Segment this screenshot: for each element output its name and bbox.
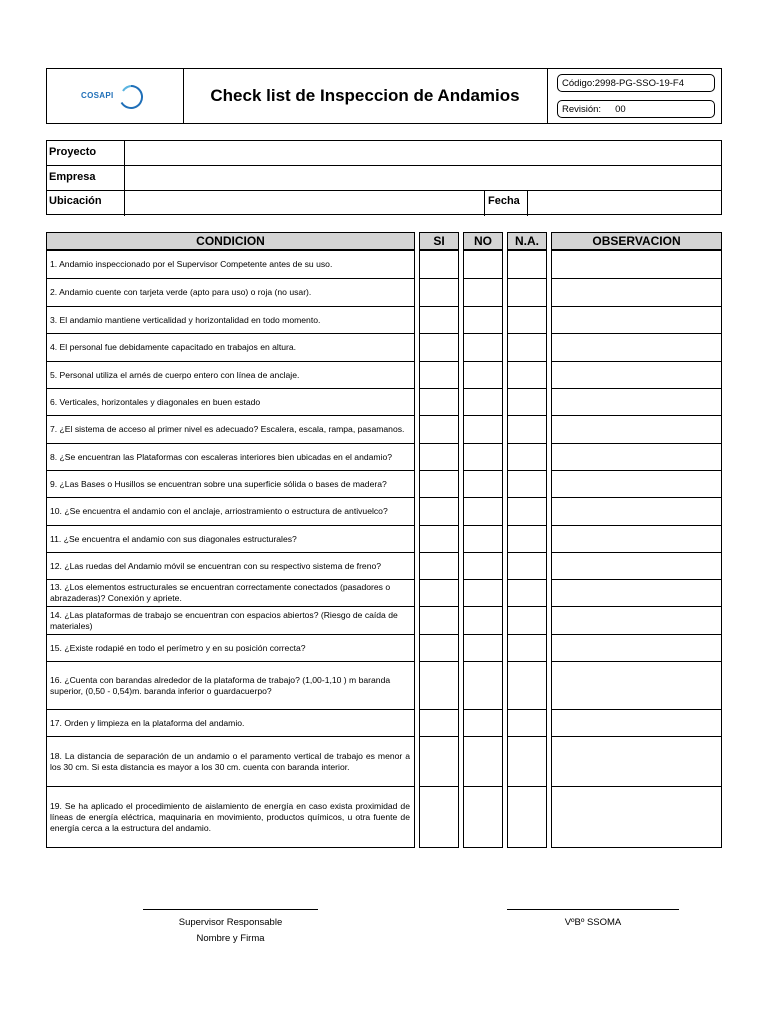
proyecto-label: Proyecto xyxy=(49,146,97,158)
revision-value: 00 xyxy=(615,103,626,115)
checklist-item xyxy=(50,635,410,661)
na-column xyxy=(507,250,547,848)
observacion-cell[interactable] xyxy=(552,553,721,579)
checklist-item xyxy=(50,251,410,278)
checklist-item-text: 10. ¿Se encuentra el andamio con el anclaje, arriostramiento o estructura de antivuelco? xyxy=(50,506,388,516)
checklist-item-text: 2. Andamio cuente con tarjeta verde (apto para uso) o roja (no usar). xyxy=(50,287,312,297)
checklist-item xyxy=(50,362,410,388)
fecha-field[interactable] xyxy=(529,192,721,214)
supervisor-label: Supervisor Responsable xyxy=(178,917,283,928)
na-cell[interactable] xyxy=(508,251,546,278)
no-cell[interactable] xyxy=(464,526,502,552)
na-cell[interactable] xyxy=(508,334,546,361)
checklist-item xyxy=(50,498,410,525)
no-cell[interactable] xyxy=(464,498,502,525)
na-cell[interactable] xyxy=(508,416,546,443)
observacion-cell[interactable] xyxy=(552,279,721,306)
observacion-cell[interactable] xyxy=(552,389,721,415)
na-cell[interactable] xyxy=(508,737,546,786)
si-cell[interactable] xyxy=(420,580,458,606)
observacion-column xyxy=(551,250,722,848)
checklist-item xyxy=(50,334,410,361)
no-cell[interactable] xyxy=(464,307,502,333)
observacion-cell[interactable] xyxy=(552,737,721,786)
checklist-item xyxy=(50,307,410,333)
si-cell[interactable] xyxy=(420,553,458,579)
si-cell[interactable] xyxy=(420,787,458,848)
na-cell[interactable] xyxy=(508,471,546,497)
observacion-header: OBSERVACION xyxy=(551,232,722,250)
checklist-item-text: 4. El personal fue debidamente capacitado en trabajos en altura. xyxy=(50,342,297,352)
na-cell[interactable] xyxy=(508,307,546,333)
no-cell[interactable] xyxy=(464,471,502,497)
observacion-cell[interactable] xyxy=(552,416,721,443)
checklist-item xyxy=(50,710,410,736)
no-header: NO xyxy=(463,232,503,250)
no-cell[interactable] xyxy=(464,787,502,848)
checklist-item-text: 15. ¿Existe rodapié en todo el perímetro y en su posición correcta? xyxy=(50,642,306,653)
page-title: Check list de Inspeccion de Andamios xyxy=(183,69,548,123)
observacion-cell[interactable] xyxy=(552,580,721,606)
na-cell[interactable] xyxy=(508,498,546,525)
observacion-cell[interactable] xyxy=(552,607,721,634)
checklist-item-text: 3. El andamio mantiene verticalidad y horizontalidad en todo momento. xyxy=(50,314,321,325)
na-cell[interactable] xyxy=(508,389,546,415)
checklist-item-text: 14. ¿Las plataformas de trabajo se encuentran con espacios abiertos? (Riesgo de caída de materiales) xyxy=(50,609,398,631)
no-cell[interactable] xyxy=(464,334,502,361)
checklist-item-text: 19. Se ha aplicado el procedimiento de aislamiento de energía en caso exista proximidad de líneas de energía eléctrica, maquinaria en movimiento, productos químicos, u otra fuente de energía cerca a la estructura del andamio. xyxy=(50,801,410,833)
project-info-table xyxy=(46,140,722,215)
logo-cell xyxy=(47,69,184,123)
no-cell[interactable] xyxy=(464,553,502,579)
observacion-cell[interactable] xyxy=(552,307,721,333)
si-cell[interactable] xyxy=(420,607,458,634)
observacion-cell[interactable] xyxy=(552,662,721,709)
si-cell[interactable] xyxy=(420,471,458,497)
condicion-column xyxy=(46,250,415,848)
observacion-cell[interactable] xyxy=(552,498,721,525)
no-cell[interactable] xyxy=(464,635,502,661)
si-cell[interactable] xyxy=(420,389,458,415)
ssoma-signature-line xyxy=(507,909,679,910)
observacion-cell[interactable] xyxy=(552,787,721,848)
no-cell[interactable] xyxy=(464,580,502,606)
checklist-item-text: 1. Andamio inspeccionado por el Supervisor Competente antes de su uso. xyxy=(50,259,333,269)
na-cell[interactable] xyxy=(508,279,546,306)
si-cell[interactable] xyxy=(420,526,458,552)
si-cell[interactable] xyxy=(420,737,458,786)
checklist-item-text: 18. La distancia de separación de un andamio o el paramento vertical de trabajo es menor a los 30 cm. Si esta distancia es mayor a los 30 cm. cuenta con baranda interior. xyxy=(50,750,410,772)
checklist-item xyxy=(50,787,410,848)
observacion-cell[interactable] xyxy=(552,334,721,361)
observacion-cell[interactable] xyxy=(552,251,721,278)
observacion-cell[interactable] xyxy=(552,362,721,388)
na-cell[interactable] xyxy=(508,580,546,606)
cosapi-logo-ring-icon xyxy=(117,83,145,111)
no-cell[interactable] xyxy=(464,444,502,470)
na-cell[interactable] xyxy=(508,362,546,388)
no-cell[interactable] xyxy=(464,251,502,278)
no-cell[interactable] xyxy=(464,662,502,709)
si-cell[interactable] xyxy=(420,662,458,709)
na-cell[interactable] xyxy=(508,710,546,736)
na-cell[interactable] xyxy=(508,444,546,470)
na-cell[interactable] xyxy=(508,787,546,848)
no-cell[interactable] xyxy=(464,279,502,306)
observacion-cell[interactable] xyxy=(552,635,721,661)
si-cell[interactable] xyxy=(420,498,458,525)
na-cell[interactable] xyxy=(508,526,546,552)
checklist-item-text: 16. ¿Cuenta con barandas alrededor de la plataforma de trabajo? (1,00-1,10 ) m baranda superior, (0,50 - 0,54)m. baranda inferior o guardacuerpo? xyxy=(50,674,391,696)
ubicacion-field[interactable] xyxy=(126,192,482,214)
checklist-item-text: 6. Verticales, horizontales y diagonales en buen estado xyxy=(50,396,261,407)
checklist-item xyxy=(50,471,410,497)
checklist-item-text: 7. ¿El sistema de acceso al primer nivel es adecuado? Escalera, escala, rampa, pasamanos. xyxy=(50,424,405,434)
checklist-item xyxy=(50,662,410,709)
checklist-item xyxy=(50,444,410,470)
condicion-header: CONDICION xyxy=(46,232,415,250)
si-cell[interactable] xyxy=(420,279,458,306)
observacion-cell[interactable] xyxy=(552,444,721,470)
checklist-item-text: 8. ¿Se encuentran las Plataformas con escaleras interiores bien ubicadas en el andamio? xyxy=(50,451,393,462)
si-cell[interactable] xyxy=(420,635,458,661)
checklist-item xyxy=(50,553,410,579)
checklist-item-text: 11. ¿Se encuentra el andamio con sus diagonales estructurales? xyxy=(50,533,297,544)
checklist-item xyxy=(50,526,410,552)
na-cell[interactable] xyxy=(508,553,546,579)
revision-label: Revisión: xyxy=(562,103,602,115)
checklist-item-text: 12. ¿Las ruedas del Andamio móvil se encuentran con su respectivo sistema de freno? xyxy=(50,560,382,571)
si-header: SI xyxy=(419,232,459,250)
checklist-item xyxy=(50,607,410,634)
checklist-item xyxy=(50,737,410,786)
na-cell[interactable] xyxy=(508,607,546,634)
checklist-item xyxy=(50,279,410,306)
na-cell[interactable] xyxy=(508,635,546,661)
si-cell[interactable] xyxy=(420,334,458,361)
si-cell[interactable] xyxy=(420,251,458,278)
no-cell[interactable] xyxy=(464,416,502,443)
revision-box xyxy=(557,100,715,118)
si-column xyxy=(419,250,459,848)
na-cell[interactable] xyxy=(508,662,546,709)
checklist-item xyxy=(50,416,410,443)
checklist-item-text: 9. ¿Las Bases o Husillos se encuentran sobre una superficie sólida o bases de madera? xyxy=(50,478,387,489)
codigo-text: Código:2998-PG-SSO-19-F4 xyxy=(562,77,684,89)
ssoma-label: VºBº SSOMA xyxy=(564,917,622,928)
ubicacion-label: Ubicación xyxy=(49,195,102,207)
observacion-cell[interactable] xyxy=(552,710,721,736)
si-cell[interactable] xyxy=(420,444,458,470)
checklist-item xyxy=(50,389,410,415)
checklist-item-text: 5. Personal utiliza el arnés de cuerpo entero con línea de anclaje. xyxy=(50,369,300,380)
empresa-label: Empresa xyxy=(49,171,96,183)
document-header xyxy=(46,68,722,124)
observacion-cell[interactable] xyxy=(552,471,721,497)
observacion-cell[interactable] xyxy=(552,526,721,552)
empresa-field[interactable] xyxy=(126,167,721,189)
no-cell[interactable] xyxy=(464,607,502,634)
si-cell[interactable] xyxy=(420,362,458,388)
proyecto-field[interactable] xyxy=(126,142,721,164)
no-cell[interactable] xyxy=(464,362,502,388)
no-column xyxy=(463,250,503,848)
si-cell[interactable] xyxy=(420,307,458,333)
checklist-item xyxy=(50,580,410,606)
checklist-item-text: 17. Orden y limpieza en la plataforma del andamio. xyxy=(50,717,245,728)
na-header: N.A. xyxy=(507,232,547,250)
fecha-label: Fecha xyxy=(488,195,520,207)
si-cell[interactable] xyxy=(420,416,458,443)
no-cell[interactable] xyxy=(464,737,502,786)
checklist-item-text: 13. ¿Los elementos estructurales se encuentran correctamente conectados (pasadores o abrazaderas)? Conexión y apriete. xyxy=(50,582,391,603)
nombre-firma-label: Nombre y Firma xyxy=(196,933,265,944)
si-cell[interactable] xyxy=(420,710,458,736)
no-cell[interactable] xyxy=(464,389,502,415)
no-cell[interactable] xyxy=(464,710,502,736)
codigo-box xyxy=(557,74,715,92)
cosapi-logo: COSAPI xyxy=(81,91,114,100)
supervisor-signature-line xyxy=(143,909,318,910)
